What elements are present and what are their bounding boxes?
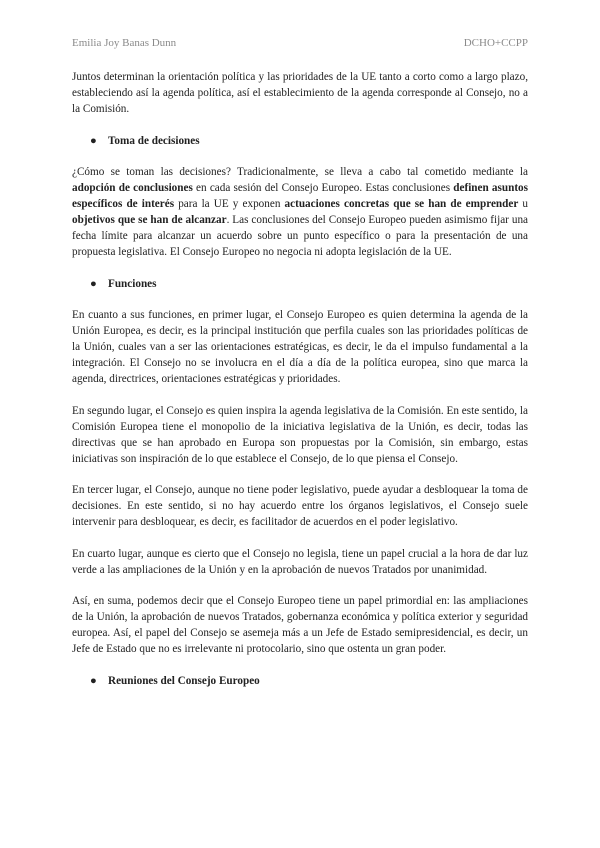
paragraph-resumen: Así, en suma, podemos decir que el Consejo Europeo tiene un papel primordial en: las ampliaciones de la Unión, la aprobación de nuevos Tratados, gobernanza económica y política exterior y seguridad europea. Así, el papel del Consejo se asemeja más a un Jefe de Estado semipresidencial, es decir, un Jefe de Estado que no es irrelevante ni protocolario, sino que ostenta un gran poder.: [72, 595, 528, 655]
bold-run: definen asuntos específicos de interés: [72, 182, 528, 210]
section-heading-toma-de-decisiones: [72, 133, 528, 149]
text-run: para la UE y exponen: [174, 198, 285, 210]
heading-text: Funciones: [108, 277, 157, 290]
section-heading-funciones: [72, 276, 528, 292]
paragraph-decisiones: [72, 164, 528, 260]
bold-run: objetivos que se han de alcanzar: [72, 214, 227, 226]
text-run: en cada sesión del Consejo Europeo. Estas conclusiones: [192, 182, 454, 194]
text-run: . Las conclusiones del Consejo Europeo pueden asimismo fijar una fecha límite para alcanzar un acuerdo sobre un punto específico o para la presentación de una propuesta legislativa. El Consejo Europeo no negocia ni adopta legislación de la UE.: [72, 214, 528, 258]
paragraph-funcion-4: En cuarto lugar, aunque es cierto que el Consejo no legisla, tiene un papel crucial a la hora de dar luz verde a las ampliaciones de la Unión y en la aprobación de nuevos Tratados por unanimidad.: [72, 547, 528, 576]
text-run: u: [518, 198, 529, 210]
text-run: ¿Cómo se toman las decisiones? Tradicionalmente, se lleva a cabo tal cometido mediante la: [72, 166, 528, 178]
header-author: Emilia Joy Banas Dunn: [72, 37, 177, 49]
paragraph-agenda-intro: Juntos determinan la orientación política y las prioridades de la UE tanto a corto como a largo plazo, estableciendo así la agenda política, así el establecimiento de la agenda corresponde al Consejo, no a la Comisión.: [72, 71, 528, 115]
page-header: [72, 37, 528, 53]
bold-run: actuaciones concretas que se han de emprender: [284, 198, 519, 210]
bullet-icon: ●: [90, 674, 97, 687]
heading-text: Toma de decisiones: [108, 134, 200, 147]
bullet-icon: ●: [90, 134, 97, 147]
bullet-icon: ●: [90, 277, 97, 290]
section-heading-reuniones: [72, 673, 528, 689]
bold-run: adopción de conclusiones: [72, 182, 193, 194]
paragraph-funcion-3: En tercer lugar, el Consejo, aunque no tiene poder legislativo, puede ayudar a desbloquear la toma de decisiones. En este sentido, si no hay acuerdo entre los órganos legislativos, el Consejo suele intervenir para desbloquear, es decir, es facilitador de acuerdos en el poder legislativo.: [72, 484, 528, 528]
paragraph-funcion-1: En cuanto a sus funciones, en primer lugar, el Consejo Europeo es quien determina la agenda de la Unión Europea, es decir, es la principal institución que perfila cuales son las prioridades políticas de la Unión, cuales van a ser las orientaciones estratégicas, es decir, le da el impulso fundamental a la integración. El Consejo no se involucra en el día a día de la política europea, sino que marca la agenda, directrices, orientaciones estratégicas y prioridades.: [72, 309, 528, 385]
document-body: [72, 69, 528, 704]
paragraph-funcion-2: En segundo lugar, el Consejo es quien inspira la agenda legislativa de la Comisión. En este sentido, la Comisión Europea tiene el monopolio de la iniciativa legislativa de la Unión, es decir, todas las directivas que se han aprobado en Europa son propuestas por la Comisión, sin embargo, estas iniciativas son inspiración de lo que establece el Consejo, de lo que piensa el Consejo.: [72, 404, 528, 465]
header-course: DCHO+CCPP: [463, 37, 528, 49]
heading-text: Reuniones del Consejo Europeo: [108, 674, 260, 687]
